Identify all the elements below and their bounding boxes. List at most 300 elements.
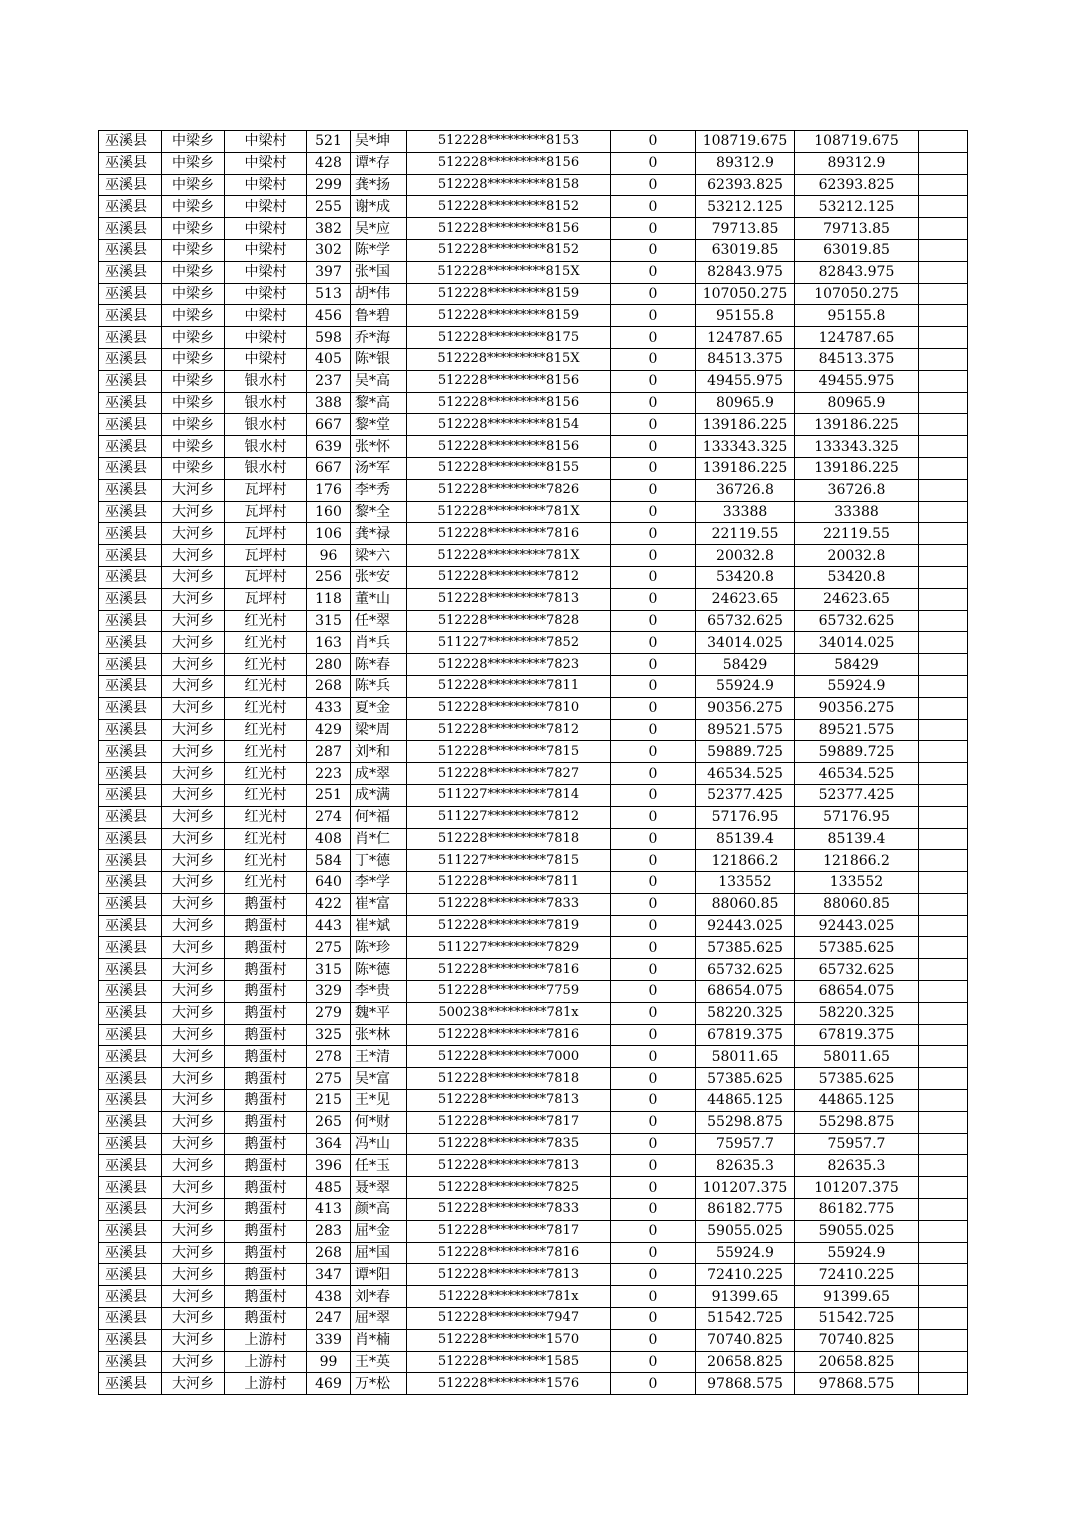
total-cell: 91399.65 bbox=[795, 1286, 919, 1308]
village-cell: 鹅蛋村 bbox=[225, 1177, 307, 1199]
id-number-cell: 512228*********8152 bbox=[407, 239, 611, 261]
village-cell: 瓦坪村 bbox=[225, 523, 307, 545]
township-cell: 大河乡 bbox=[162, 850, 225, 872]
count-cell: 667 bbox=[307, 414, 351, 436]
township-cell: 大河乡 bbox=[162, 828, 225, 850]
remark-cell bbox=[919, 850, 968, 872]
county-cell: 巫溪县 bbox=[99, 1199, 162, 1221]
table-row bbox=[99, 1199, 968, 1221]
name-cell: 聂*翠 bbox=[351, 1177, 407, 1199]
remark-cell bbox=[919, 348, 968, 370]
county-cell: 巫溪县 bbox=[99, 1329, 162, 1351]
remark-cell bbox=[919, 915, 968, 937]
remark-cell bbox=[919, 327, 968, 349]
amount-cell: 133552 bbox=[696, 872, 795, 894]
county-cell: 巫溪县 bbox=[99, 523, 162, 545]
zero-cell: 0 bbox=[611, 1090, 696, 1112]
total-cell: 67819.375 bbox=[795, 1024, 919, 1046]
total-cell: 101207.375 bbox=[795, 1177, 919, 1199]
zero-cell: 0 bbox=[611, 675, 696, 697]
name-cell: 王*清 bbox=[351, 1046, 407, 1068]
remark-cell bbox=[919, 370, 968, 392]
remark-cell bbox=[919, 1111, 968, 1133]
zero-cell: 0 bbox=[611, 1046, 696, 1068]
county-cell: 巫溪县 bbox=[99, 545, 162, 567]
table-row bbox=[99, 196, 968, 218]
county-cell: 巫溪县 bbox=[99, 1177, 162, 1199]
count-cell: 388 bbox=[307, 392, 351, 414]
count-cell: 299 bbox=[307, 174, 351, 196]
total-cell: 89312.9 bbox=[795, 152, 919, 174]
zero-cell: 0 bbox=[611, 632, 696, 654]
county-cell: 巫溪县 bbox=[99, 610, 162, 632]
total-cell: 80965.9 bbox=[795, 392, 919, 414]
township-cell: 大河乡 bbox=[162, 654, 225, 676]
id-number-cell: 512228*********8156 bbox=[407, 370, 611, 392]
name-cell: 陈*银 bbox=[351, 348, 407, 370]
remark-cell bbox=[919, 1090, 968, 1112]
name-cell: 张*林 bbox=[351, 1024, 407, 1046]
id-number-cell: 512228*********815X bbox=[407, 261, 611, 283]
township-cell: 大河乡 bbox=[162, 1242, 225, 1264]
table-row bbox=[99, 218, 968, 240]
total-cell: 70740.825 bbox=[795, 1329, 919, 1351]
remark-cell bbox=[919, 1068, 968, 1090]
zero-cell: 0 bbox=[611, 959, 696, 981]
count-cell: 280 bbox=[307, 654, 351, 676]
id-number-cell: 512228*********7816 bbox=[407, 523, 611, 545]
village-cell: 鹅蛋村 bbox=[225, 915, 307, 937]
township-cell: 大河乡 bbox=[162, 1155, 225, 1177]
remark-cell bbox=[919, 588, 968, 610]
count-cell: 302 bbox=[307, 239, 351, 261]
amount-cell: 75957.7 bbox=[696, 1133, 795, 1155]
count-cell: 413 bbox=[307, 1199, 351, 1221]
county-cell: 巫溪县 bbox=[99, 697, 162, 719]
id-number-cell: 512228*********7835 bbox=[407, 1133, 611, 1155]
name-cell: 董*山 bbox=[351, 588, 407, 610]
table-row bbox=[99, 436, 968, 458]
count-cell: 428 bbox=[307, 152, 351, 174]
township-cell: 大河乡 bbox=[162, 1090, 225, 1112]
county-cell: 巫溪县 bbox=[99, 436, 162, 458]
count-cell: 268 bbox=[307, 675, 351, 697]
township-cell: 中梁乡 bbox=[162, 414, 225, 436]
total-cell: 72410.225 bbox=[795, 1264, 919, 1286]
county-cell: 巫溪县 bbox=[99, 872, 162, 894]
township-cell: 大河乡 bbox=[162, 893, 225, 915]
zero-cell: 0 bbox=[611, 806, 696, 828]
name-cell: 张*怀 bbox=[351, 436, 407, 458]
id-number-cell: 512228*********8153 bbox=[407, 131, 611, 153]
count-cell: 265 bbox=[307, 1111, 351, 1133]
name-cell: 谭*阳 bbox=[351, 1264, 407, 1286]
name-cell: 陈*学 bbox=[351, 239, 407, 261]
count-cell: 278 bbox=[307, 1046, 351, 1068]
name-cell: 丁*德 bbox=[351, 850, 407, 872]
zero-cell: 0 bbox=[611, 174, 696, 196]
total-cell: 63019.85 bbox=[795, 239, 919, 261]
table-row bbox=[99, 1264, 968, 1286]
id-number-cell: 512228*********7810 bbox=[407, 697, 611, 719]
name-cell: 龚*禄 bbox=[351, 523, 407, 545]
id-number-cell: 512228*********7833 bbox=[407, 893, 611, 915]
amount-cell: 82843.975 bbox=[696, 261, 795, 283]
zero-cell: 0 bbox=[611, 196, 696, 218]
count-cell: 667 bbox=[307, 457, 351, 479]
township-cell: 大河乡 bbox=[162, 937, 225, 959]
remark-cell bbox=[919, 392, 968, 414]
id-number-cell: 512228*********781X bbox=[407, 501, 611, 523]
remark-cell bbox=[919, 1024, 968, 1046]
name-cell: 刘*和 bbox=[351, 741, 407, 763]
township-cell: 中梁乡 bbox=[162, 218, 225, 240]
count-cell: 215 bbox=[307, 1090, 351, 1112]
total-cell: 20032.8 bbox=[795, 545, 919, 567]
table-row bbox=[99, 261, 968, 283]
village-cell: 瓦坪村 bbox=[225, 479, 307, 501]
id-number-cell: 511227*********7852 bbox=[407, 632, 611, 654]
township-cell: 大河乡 bbox=[162, 545, 225, 567]
township-cell: 大河乡 bbox=[162, 981, 225, 1003]
name-cell: 刘*春 bbox=[351, 1286, 407, 1308]
amount-cell: 101207.375 bbox=[696, 1177, 795, 1199]
remark-cell bbox=[919, 1286, 968, 1308]
zero-cell: 0 bbox=[611, 566, 696, 588]
zero-cell: 0 bbox=[611, 1133, 696, 1155]
id-number-cell: 512228*********7826 bbox=[407, 479, 611, 501]
count-cell: 283 bbox=[307, 1220, 351, 1242]
township-cell: 大河乡 bbox=[162, 1133, 225, 1155]
total-cell: 49455.975 bbox=[795, 370, 919, 392]
count-cell: 247 bbox=[307, 1308, 351, 1330]
count-cell: 176 bbox=[307, 479, 351, 501]
table-row bbox=[99, 806, 968, 828]
name-cell: 陈*春 bbox=[351, 654, 407, 676]
id-number-cell: 512228*********7815 bbox=[407, 741, 611, 763]
count-cell: 485 bbox=[307, 1177, 351, 1199]
zero-cell: 0 bbox=[611, 697, 696, 719]
village-cell: 红光村 bbox=[225, 850, 307, 872]
id-number-cell: 512228*********7828 bbox=[407, 610, 611, 632]
name-cell: 肖*兵 bbox=[351, 632, 407, 654]
remark-cell bbox=[919, 1133, 968, 1155]
count-cell: 251 bbox=[307, 784, 351, 806]
county-cell: 巫溪县 bbox=[99, 850, 162, 872]
name-cell: 任*玉 bbox=[351, 1155, 407, 1177]
remark-cell bbox=[919, 610, 968, 632]
county-cell: 巫溪县 bbox=[99, 566, 162, 588]
name-cell: 任*翠 bbox=[351, 610, 407, 632]
zero-cell: 0 bbox=[611, 479, 696, 501]
table-row bbox=[99, 719, 968, 741]
id-number-cell: 512228*********8156 bbox=[407, 218, 611, 240]
table-row bbox=[99, 1329, 968, 1351]
count-cell: 160 bbox=[307, 501, 351, 523]
amount-cell: 65732.625 bbox=[696, 610, 795, 632]
total-cell: 82843.975 bbox=[795, 261, 919, 283]
county-cell: 巫溪县 bbox=[99, 414, 162, 436]
id-number-cell: 512228*********7000 bbox=[407, 1046, 611, 1068]
total-cell: 75957.7 bbox=[795, 1133, 919, 1155]
remark-cell bbox=[919, 763, 968, 785]
count-cell: 106 bbox=[307, 523, 351, 545]
township-cell: 大河乡 bbox=[162, 588, 225, 610]
total-cell: 133343.325 bbox=[795, 436, 919, 458]
count-cell: 268 bbox=[307, 1242, 351, 1264]
table-row bbox=[99, 632, 968, 654]
table-row bbox=[99, 1090, 968, 1112]
id-number-cell: 512228*********8154 bbox=[407, 414, 611, 436]
id-number-cell: 512228*********7819 bbox=[407, 915, 611, 937]
name-cell: 屈*翠 bbox=[351, 1308, 407, 1330]
name-cell: 屈*国 bbox=[351, 1242, 407, 1264]
name-cell: 李*学 bbox=[351, 872, 407, 894]
count-cell: 469 bbox=[307, 1373, 351, 1395]
zero-cell: 0 bbox=[611, 239, 696, 261]
count-cell: 96 bbox=[307, 545, 351, 567]
table-row bbox=[99, 1024, 968, 1046]
table-row bbox=[99, 152, 968, 174]
township-cell: 中梁乡 bbox=[162, 283, 225, 305]
amount-cell: 51542.725 bbox=[696, 1308, 795, 1330]
id-number-cell: 512228*********7816 bbox=[407, 1024, 611, 1046]
county-cell: 巫溪县 bbox=[99, 370, 162, 392]
total-cell: 36726.8 bbox=[795, 479, 919, 501]
id-number-cell: 512228*********8155 bbox=[407, 457, 611, 479]
amount-cell: 58011.65 bbox=[696, 1046, 795, 1068]
id-number-cell: 512228*********7759 bbox=[407, 981, 611, 1003]
township-cell: 大河乡 bbox=[162, 1351, 225, 1373]
remark-cell bbox=[919, 239, 968, 261]
village-cell: 鹅蛋村 bbox=[225, 1199, 307, 1221]
remark-cell bbox=[919, 828, 968, 850]
count-cell: 315 bbox=[307, 610, 351, 632]
total-cell: 57385.625 bbox=[795, 937, 919, 959]
township-cell: 大河乡 bbox=[162, 1220, 225, 1242]
id-number-cell: 512228*********781x bbox=[407, 1286, 611, 1308]
name-cell: 乔*海 bbox=[351, 327, 407, 349]
amount-cell: 20032.8 bbox=[696, 545, 795, 567]
county-cell: 巫溪县 bbox=[99, 1090, 162, 1112]
county-cell: 巫溪县 bbox=[99, 675, 162, 697]
name-cell: 张*安 bbox=[351, 566, 407, 588]
id-number-cell: 512228*********7812 bbox=[407, 719, 611, 741]
table-row bbox=[99, 1046, 968, 1068]
amount-cell: 36726.8 bbox=[696, 479, 795, 501]
remark-cell bbox=[919, 937, 968, 959]
zero-cell: 0 bbox=[611, 501, 696, 523]
amount-cell: 70740.825 bbox=[696, 1329, 795, 1351]
county-cell: 巫溪县 bbox=[99, 327, 162, 349]
count-cell: 223 bbox=[307, 763, 351, 785]
county-cell: 巫溪县 bbox=[99, 806, 162, 828]
count-cell: 325 bbox=[307, 1024, 351, 1046]
id-number-cell: 512228*********8152 bbox=[407, 196, 611, 218]
table-row bbox=[99, 959, 968, 981]
total-cell: 55298.875 bbox=[795, 1111, 919, 1133]
count-cell: 118 bbox=[307, 588, 351, 610]
name-cell: 王*见 bbox=[351, 1090, 407, 1112]
village-cell: 鹅蛋村 bbox=[225, 1068, 307, 1090]
name-cell: 颜*高 bbox=[351, 1199, 407, 1221]
county-cell: 巫溪县 bbox=[99, 196, 162, 218]
id-number-cell: 512228*********7813 bbox=[407, 1264, 611, 1286]
table-row bbox=[99, 501, 968, 523]
total-cell: 90356.275 bbox=[795, 697, 919, 719]
table-row bbox=[99, 850, 968, 872]
county-cell: 巫溪县 bbox=[99, 1155, 162, 1177]
total-cell: 58429 bbox=[795, 654, 919, 676]
county-cell: 巫溪县 bbox=[99, 1111, 162, 1133]
name-cell: 谢*成 bbox=[351, 196, 407, 218]
township-cell: 大河乡 bbox=[162, 1329, 225, 1351]
amount-cell: 84513.375 bbox=[696, 348, 795, 370]
zero-cell: 0 bbox=[611, 1024, 696, 1046]
count-cell: 382 bbox=[307, 218, 351, 240]
county-cell: 巫溪县 bbox=[99, 741, 162, 763]
amount-cell: 57385.625 bbox=[696, 937, 795, 959]
table-row bbox=[99, 697, 968, 719]
township-cell: 大河乡 bbox=[162, 501, 225, 523]
remark-cell bbox=[919, 1242, 968, 1264]
total-cell: 58011.65 bbox=[795, 1046, 919, 1068]
amount-cell: 139186.225 bbox=[696, 414, 795, 436]
total-cell: 20658.825 bbox=[795, 1351, 919, 1373]
name-cell: 吴*高 bbox=[351, 370, 407, 392]
table-row bbox=[99, 1373, 968, 1395]
village-cell: 红光村 bbox=[225, 763, 307, 785]
count-cell: 584 bbox=[307, 850, 351, 872]
name-cell: 梁*六 bbox=[351, 545, 407, 567]
name-cell: 谭*存 bbox=[351, 152, 407, 174]
amount-cell: 97868.575 bbox=[696, 1373, 795, 1395]
total-cell: 107050.275 bbox=[795, 283, 919, 305]
count-cell: 397 bbox=[307, 261, 351, 283]
table-row bbox=[99, 305, 968, 327]
id-number-cell: 512228*********7827 bbox=[407, 763, 611, 785]
id-number-cell: 512228*********7825 bbox=[407, 1177, 611, 1199]
name-cell: 梁*周 bbox=[351, 719, 407, 741]
count-cell: 275 bbox=[307, 1068, 351, 1090]
total-cell: 51542.725 bbox=[795, 1308, 919, 1330]
village-cell: 红光村 bbox=[225, 719, 307, 741]
id-number-cell: 512228*********815X bbox=[407, 348, 611, 370]
total-cell: 24623.65 bbox=[795, 588, 919, 610]
village-cell: 红光村 bbox=[225, 741, 307, 763]
amount-cell: 92443.025 bbox=[696, 915, 795, 937]
remark-cell bbox=[919, 218, 968, 240]
amount-cell: 22119.55 bbox=[696, 523, 795, 545]
county-cell: 巫溪县 bbox=[99, 174, 162, 196]
county-cell: 巫溪县 bbox=[99, 1068, 162, 1090]
count-cell: 99 bbox=[307, 1351, 351, 1373]
total-cell: 97868.575 bbox=[795, 1373, 919, 1395]
village-cell: 中梁村 bbox=[225, 327, 307, 349]
township-cell: 中梁乡 bbox=[162, 196, 225, 218]
name-cell: 冯*山 bbox=[351, 1133, 407, 1155]
county-cell: 巫溪县 bbox=[99, 719, 162, 741]
amount-cell: 55924.9 bbox=[696, 675, 795, 697]
table-row bbox=[99, 370, 968, 392]
county-cell: 巫溪县 bbox=[99, 1286, 162, 1308]
count-cell: 329 bbox=[307, 981, 351, 1003]
village-cell: 鹅蛋村 bbox=[225, 1242, 307, 1264]
village-cell: 中梁村 bbox=[225, 283, 307, 305]
village-cell: 红光村 bbox=[225, 654, 307, 676]
zero-cell: 0 bbox=[611, 305, 696, 327]
county-cell: 巫溪县 bbox=[99, 1046, 162, 1068]
zero-cell: 0 bbox=[611, 893, 696, 915]
id-number-cell: 512228*********8156 bbox=[407, 436, 611, 458]
total-cell: 44865.125 bbox=[795, 1090, 919, 1112]
village-cell: 鹅蛋村 bbox=[225, 1308, 307, 1330]
name-cell: 陈*兵 bbox=[351, 675, 407, 697]
county-cell: 巫溪县 bbox=[99, 763, 162, 785]
table-row bbox=[99, 1002, 968, 1024]
zero-cell: 0 bbox=[611, 1155, 696, 1177]
count-cell: 408 bbox=[307, 828, 351, 850]
county-cell: 巫溪县 bbox=[99, 1024, 162, 1046]
name-cell: 陈*珍 bbox=[351, 937, 407, 959]
township-cell: 大河乡 bbox=[162, 1264, 225, 1286]
name-cell: 肖*仁 bbox=[351, 828, 407, 850]
township-cell: 中梁乡 bbox=[162, 305, 225, 327]
amount-cell: 20658.825 bbox=[696, 1351, 795, 1373]
village-cell: 上游村 bbox=[225, 1373, 307, 1395]
table-row bbox=[99, 741, 968, 763]
zero-cell: 0 bbox=[611, 1264, 696, 1286]
total-cell: 92443.025 bbox=[795, 915, 919, 937]
amount-cell: 53420.8 bbox=[696, 566, 795, 588]
township-cell: 大河乡 bbox=[162, 1046, 225, 1068]
county-cell: 巫溪县 bbox=[99, 1220, 162, 1242]
village-cell: 鹅蛋村 bbox=[225, 959, 307, 981]
village-cell: 银水村 bbox=[225, 457, 307, 479]
remark-cell bbox=[919, 283, 968, 305]
village-cell: 鹅蛋村 bbox=[225, 1133, 307, 1155]
village-cell: 红光村 bbox=[225, 872, 307, 894]
zero-cell: 0 bbox=[611, 283, 696, 305]
total-cell: 79713.85 bbox=[795, 218, 919, 240]
name-cell: 鲁*碧 bbox=[351, 305, 407, 327]
remark-cell bbox=[919, 457, 968, 479]
village-cell: 中梁村 bbox=[225, 348, 307, 370]
table-row bbox=[99, 283, 968, 305]
count-cell: 279 bbox=[307, 1002, 351, 1024]
name-cell: 崔*富 bbox=[351, 893, 407, 915]
table-row bbox=[99, 1133, 968, 1155]
id-number-cell: 512228*********7816 bbox=[407, 1242, 611, 1264]
total-cell: 58220.325 bbox=[795, 1002, 919, 1024]
zero-cell: 0 bbox=[611, 1308, 696, 1330]
total-cell: 121866.2 bbox=[795, 850, 919, 872]
amount-cell: 58220.325 bbox=[696, 1002, 795, 1024]
zero-cell: 0 bbox=[611, 1068, 696, 1090]
amount-cell: 95155.8 bbox=[696, 305, 795, 327]
total-cell: 82635.3 bbox=[795, 1155, 919, 1177]
total-cell: 57176.95 bbox=[795, 806, 919, 828]
remark-cell bbox=[919, 784, 968, 806]
township-cell: 大河乡 bbox=[162, 1002, 225, 1024]
amount-cell: 52377.425 bbox=[696, 784, 795, 806]
remark-cell bbox=[919, 741, 968, 763]
id-number-cell: 512228*********7817 bbox=[407, 1111, 611, 1133]
id-number-cell: 512228*********1570 bbox=[407, 1329, 611, 1351]
township-cell: 大河乡 bbox=[162, 479, 225, 501]
zero-cell: 0 bbox=[611, 523, 696, 545]
township-cell: 大河乡 bbox=[162, 784, 225, 806]
